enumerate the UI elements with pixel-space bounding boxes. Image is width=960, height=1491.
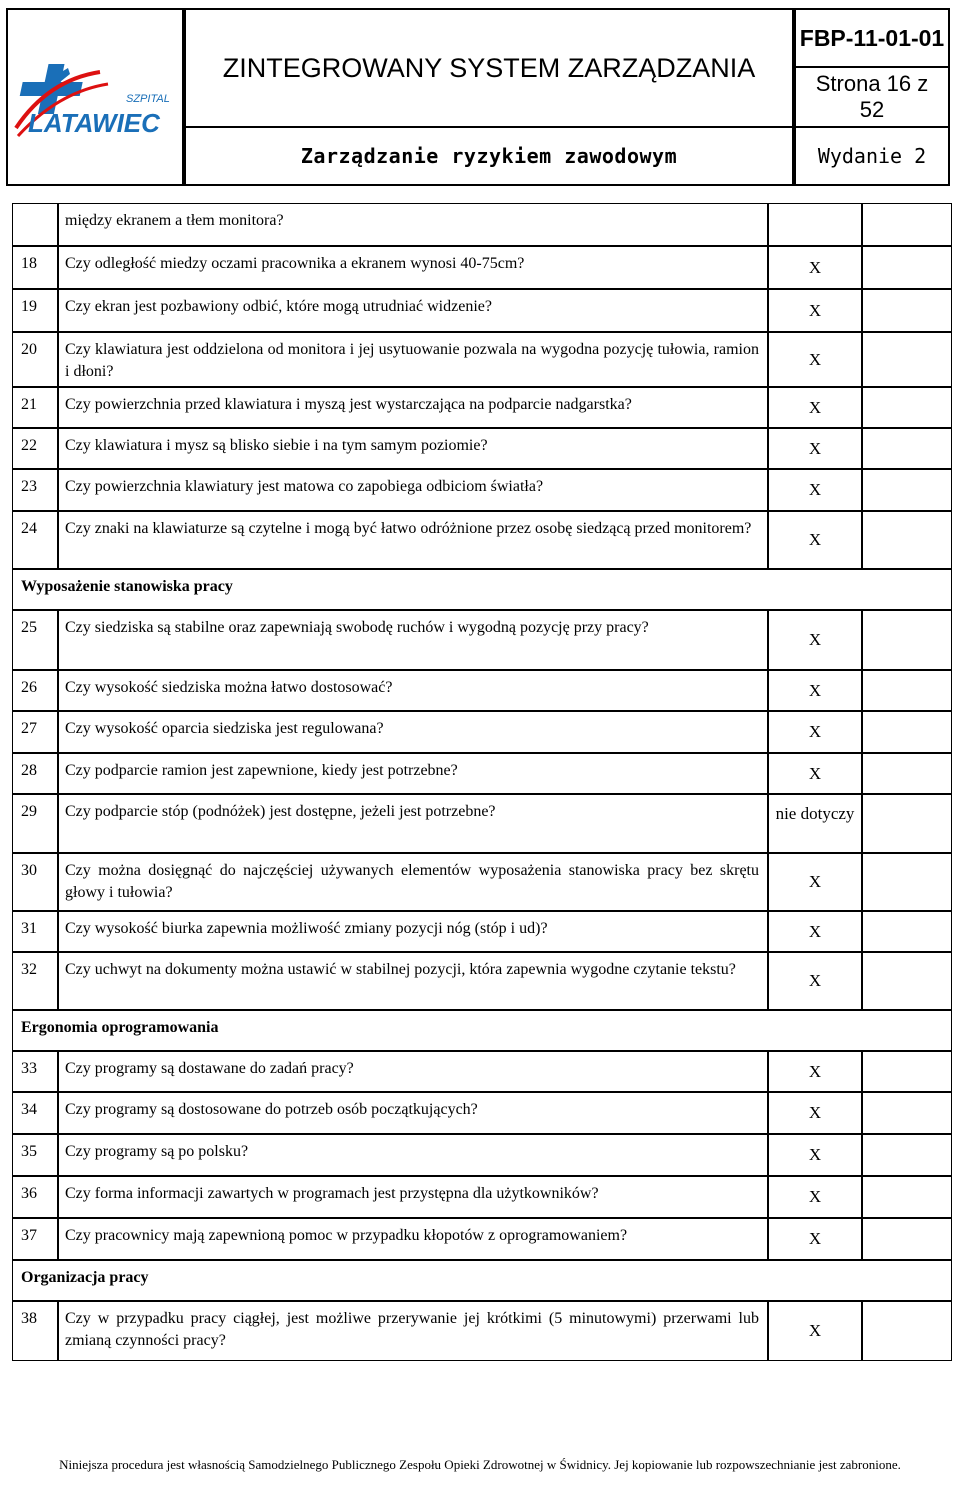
question-text: Czy podparcie ramion jest zapewnione, kiedy jest potrzebne? xyxy=(58,753,768,794)
question-text: Czy siedziska są stabilne oraz zapewniają swobodę ruchów i wygodną pozycję przy pracy? xyxy=(58,610,768,670)
empty-answer-cell xyxy=(862,711,952,753)
empty-answer-cell xyxy=(862,753,952,794)
answer-mark xyxy=(768,203,862,246)
question-text: Czy wysokość siedziska można łatwo dostosować? xyxy=(58,670,768,711)
row-number: 31 xyxy=(12,911,58,952)
footer-note: Niniejsza procedura jest własnością Samodzielnego Publicznego Zespołu Opieki Zdrowotnej w Świdnicy. Jej kopiowanie lub rozpowszechnianie jest zabronione. xyxy=(59,1457,901,1472)
empty-answer-cell xyxy=(862,246,952,289)
question-text: między ekranem a tłem monitora? xyxy=(58,203,768,246)
section-heading: Organizacja pracy xyxy=(12,1260,952,1301)
empty-answer-cell xyxy=(862,289,952,332)
answer-mark: X xyxy=(768,511,862,569)
question-text: Czy można dosięgnąć do najczęściej używanych elementów wyposażenia stanowiska pracy bez skrętu głowy i tułowia? xyxy=(58,853,768,911)
answer-mark: X xyxy=(768,246,862,289)
page-number: Strona 16 z 52 xyxy=(794,66,950,128)
question-text: Czy wysokość biurka zapewnia możliwość zmiany pozycji nóg (stóp i ud)? xyxy=(58,911,768,952)
answer-mark: X xyxy=(768,469,862,511)
question-text: Czy klawiatura i mysz są blisko siebie i na tym samym poziomie? xyxy=(58,428,768,469)
question-text: Czy powierzchnia klawiatury jest matowa co zapobiega odbiciom światła? xyxy=(58,469,768,511)
answer-mark: X xyxy=(768,1176,862,1218)
row-number: 26 xyxy=(12,670,58,711)
question-text: Czy forma informacji zawartych w programach jest przystępna dla użytkowników? xyxy=(58,1176,768,1218)
empty-answer-cell xyxy=(862,203,952,246)
document-subtitle: Zarządzanie ryzykiem zawodowym xyxy=(184,126,794,186)
answer-mark: X xyxy=(768,952,862,1010)
question-text: Czy uchwyt na dokumenty można ustawić w stabilnej pozycji, która zapewnia wygodne czytanie tekstu? xyxy=(58,952,768,1010)
empty-answer-cell xyxy=(862,1176,952,1218)
answer-mark: X xyxy=(768,1301,862,1361)
row-number: 29 xyxy=(12,794,58,853)
row-number: 18 xyxy=(12,246,58,289)
empty-answer-cell xyxy=(862,1218,952,1260)
row-number: 27 xyxy=(12,711,58,753)
question-text: Czy programy są dostosowane do potrzeb osób początkujących? xyxy=(58,1092,768,1134)
svg-text:SZPITAL: SZPITAL xyxy=(126,93,170,105)
row-number: 37 xyxy=(12,1218,58,1260)
row-number: 32 xyxy=(12,952,58,1010)
answer-mark: X xyxy=(768,753,862,794)
section-heading: Wyposażenie stanowiska pracy xyxy=(12,569,952,610)
answer-mark: X xyxy=(768,428,862,469)
row-number: 33 xyxy=(12,1051,58,1092)
row-number: 38 xyxy=(12,1301,58,1361)
question-text: Czy programy są dostawane do zadań pracy? xyxy=(58,1051,768,1092)
empty-answer-cell xyxy=(862,670,952,711)
question-text: Czy wysokość oparcia siedziska jest regulowana? xyxy=(58,711,768,753)
answer-mark: nie dotyczy xyxy=(768,794,862,853)
answer-mark: X xyxy=(768,289,862,332)
row-number: 19 xyxy=(12,289,58,332)
answer-mark: X xyxy=(768,387,862,428)
row-number: 34 xyxy=(12,1092,58,1134)
document-code: FBP-11-01-01 xyxy=(794,8,950,68)
row-number xyxy=(12,203,58,246)
empty-answer-cell xyxy=(862,794,952,853)
empty-answer-cell xyxy=(862,1134,952,1176)
empty-answer-cell xyxy=(862,853,952,911)
row-number: 30 xyxy=(12,853,58,911)
question-text: Czy znaki na klawiaturze są czytelne i mogą być łatwo odróżnione przez osobę siedzącą przed monitorem? xyxy=(58,511,768,569)
answer-mark: X xyxy=(768,670,862,711)
hospital-logo-icon xyxy=(8,10,182,184)
answer-mark: X xyxy=(768,332,862,387)
logo xyxy=(6,8,184,186)
row-number: 21 xyxy=(12,387,58,428)
edition-label: Wydanie 2 xyxy=(794,126,950,186)
question-text: Czy w przypadku pracy ciągłej, jest możliwe przerywanie jej krótkimi (5 minutowymi) przerwami lub zmianą czynności pracy? xyxy=(58,1301,768,1361)
row-number: 22 xyxy=(12,428,58,469)
answer-mark: X xyxy=(768,711,862,753)
empty-answer-cell xyxy=(862,469,952,511)
answer-mark: X xyxy=(768,1134,862,1176)
question-text: Czy powierzchnia przed klawiatura i myszą jest wystarczająca na podparcie nadgarstka? xyxy=(58,387,768,428)
empty-answer-cell xyxy=(862,1301,952,1361)
empty-answer-cell xyxy=(862,952,952,1010)
question-text: Czy klawiatura jest oddzielona od monitora i jej usytuowanie pozwala na wygodna pozycję tułowia, ramion i dłoni? xyxy=(58,332,768,387)
row-number: 28 xyxy=(12,753,58,794)
question-text: Czy podparcie stóp (podnóżek) jest dostępne, jeżeli jest potrzebne? xyxy=(58,794,768,853)
question-text: Czy programy są po polsku? xyxy=(58,1134,768,1176)
row-number: 36 xyxy=(12,1176,58,1218)
empty-answer-cell xyxy=(862,911,952,952)
row-number: 24 xyxy=(12,511,58,569)
question-text: Czy ekran jest pozbawiony odbić, które mogą utrudniać widzenie? xyxy=(58,289,768,332)
empty-answer-cell xyxy=(862,428,952,469)
system-title: ZINTEGROWANY SYSTEM ZARZĄDZANIA xyxy=(184,8,794,128)
empty-answer-cell xyxy=(862,511,952,569)
svg-text:LATAWIEC: LATAWIEC xyxy=(28,108,160,138)
empty-answer-cell xyxy=(862,387,952,428)
empty-answer-cell xyxy=(862,332,952,387)
answer-mark: X xyxy=(768,1218,862,1260)
row-number: 35 xyxy=(12,1134,58,1176)
answer-mark: X xyxy=(768,1092,862,1134)
question-text: Czy pracownicy mają zapewnioną pomoc w przypadku kłopotów z oprogramowaniem? xyxy=(58,1218,768,1260)
empty-answer-cell xyxy=(862,610,952,670)
row-number: 23 xyxy=(12,469,58,511)
row-number: 20 xyxy=(12,332,58,387)
answer-mark: X xyxy=(768,1051,862,1092)
question-text: Czy odległość miedzy oczami pracownika a ekranem wynosi 40-75cm? xyxy=(58,246,768,289)
row-number: 25 xyxy=(12,610,58,670)
answer-mark: X xyxy=(768,911,862,952)
empty-answer-cell xyxy=(862,1092,952,1134)
empty-answer-cell xyxy=(862,1051,952,1092)
section-heading: Ergonomia oprogramowania xyxy=(12,1010,952,1051)
answer-mark: X xyxy=(768,853,862,911)
answer-mark: X xyxy=(768,610,862,670)
